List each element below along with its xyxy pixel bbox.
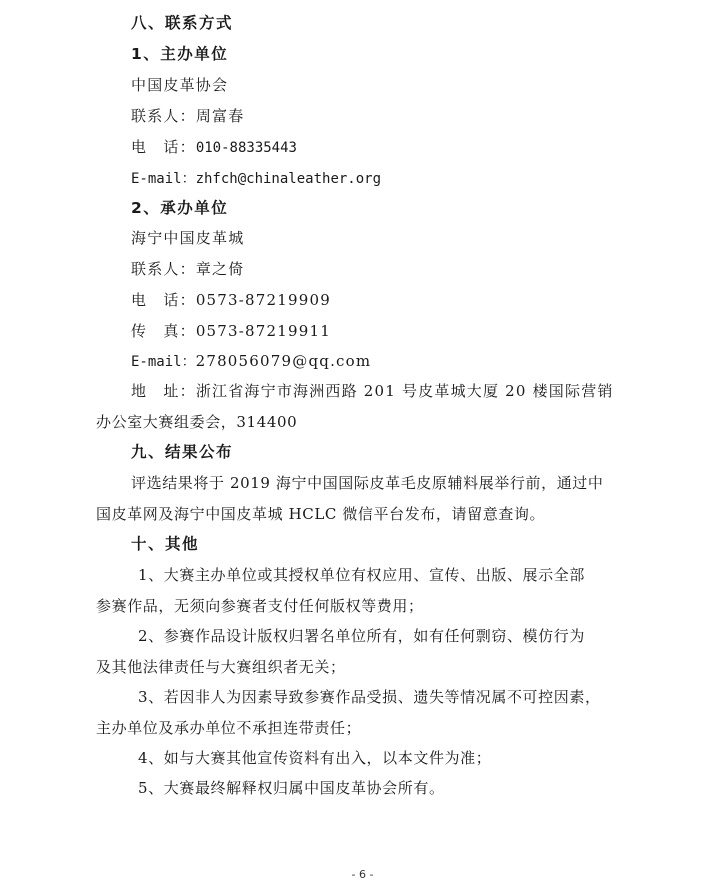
other-item-1-line-1: 1、大赛主办单位或其授权单位有权应用、宣传、出版、展示全部	[138, 566, 585, 584]
organizer-contact-value: 章之倚	[195, 260, 245, 278]
organizer-fax-line	[131, 321, 331, 341]
host-contact-line	[131, 106, 244, 126]
host-phone-line	[131, 137, 297, 158]
other-item-1-line-2: 参赛作品，无须向参赛者支付任何版权等费用；	[96, 597, 424, 615]
host-phone-label: 电 话：	[131, 138, 196, 156]
host-email-line	[131, 168, 381, 189]
organizer-fax-value: 0573-87219911	[195, 322, 332, 340]
organizer-phone-line	[131, 290, 331, 310]
organizer-contact-label: 联系人：	[131, 260, 196, 278]
organizer-phone-value: 0573-87219909	[195, 291, 332, 309]
section-9-title: 九、结果公布	[131, 443, 234, 461]
other-item-5-line-1: 5、大赛最终解释权归属中国皮革协会所有。	[138, 779, 445, 797]
section-8-title: 八、联系方式	[131, 14, 234, 32]
organizer-email-label: E-mail：	[131, 354, 196, 370]
result-paragraph-line-2: 国皮革网及海宁中国皮革城 HCLC 微信平台发布，请留意查询。	[96, 505, 546, 523]
host-email-label: E-mail：	[131, 171, 196, 187]
result-paragraph-line-1: 评选结果将于 2019 海宁中国国际皮革毛皮原辅料展举行前，通过中	[131, 474, 604, 492]
host-email-value: zhfch@chinaleather.org	[195, 171, 382, 187]
page-number: - 6 -	[351, 868, 374, 881]
organizer-address-line-2: 办公室大赛组委会，314400	[96, 413, 298, 431]
organizer-address-line-1: 浙江省海宁市海洲西路 201 号皮革城大厦 20 楼国际营销	[195, 382, 614, 400]
host-org-name: 中国皮革协会	[131, 76, 229, 94]
other-item-2-line-2: 及其他法律责任与大赛组织者无关；	[96, 658, 346, 676]
other-item-2-line-1: 2、参赛作品设计版权归署名单位所有，如有任何剽窃、模仿行为	[138, 627, 585, 645]
host-phone-value: 010-88335443	[195, 140, 297, 156]
organizer-email-line	[131, 351, 371, 372]
organizer-address-line	[131, 381, 614, 401]
host-contact-label: 联系人：	[131, 107, 196, 125]
organizer-unit-heading: 2、承办单位	[131, 199, 229, 217]
host-contact-value: 周富春	[195, 107, 245, 125]
other-item-3-line-1: 3、若因非人为因素导致参赛作品受损、遗失等情况属不可控因素，	[138, 688, 601, 706]
section-10-title: 十、其他	[131, 535, 200, 553]
organizer-address-label: 地 址：	[131, 382, 196, 400]
other-item-4-line-1: 4、如与大赛其他宣传资料有出入，以本文件为准；	[138, 749, 492, 767]
organizer-fax-label: 传 真：	[131, 322, 196, 340]
organizer-contact-line	[131, 259, 244, 279]
organizer-org-name: 海宁中国皮革城	[131, 229, 245, 247]
organizer-email-value: 278056079@qq.com	[195, 352, 372, 370]
host-unit-heading: 1、主办单位	[131, 45, 229, 63]
other-item-3-line-2: 主办单位及承办单位不承担连带责任；	[96, 719, 362, 737]
organizer-phone-label: 电 话：	[131, 291, 196, 309]
